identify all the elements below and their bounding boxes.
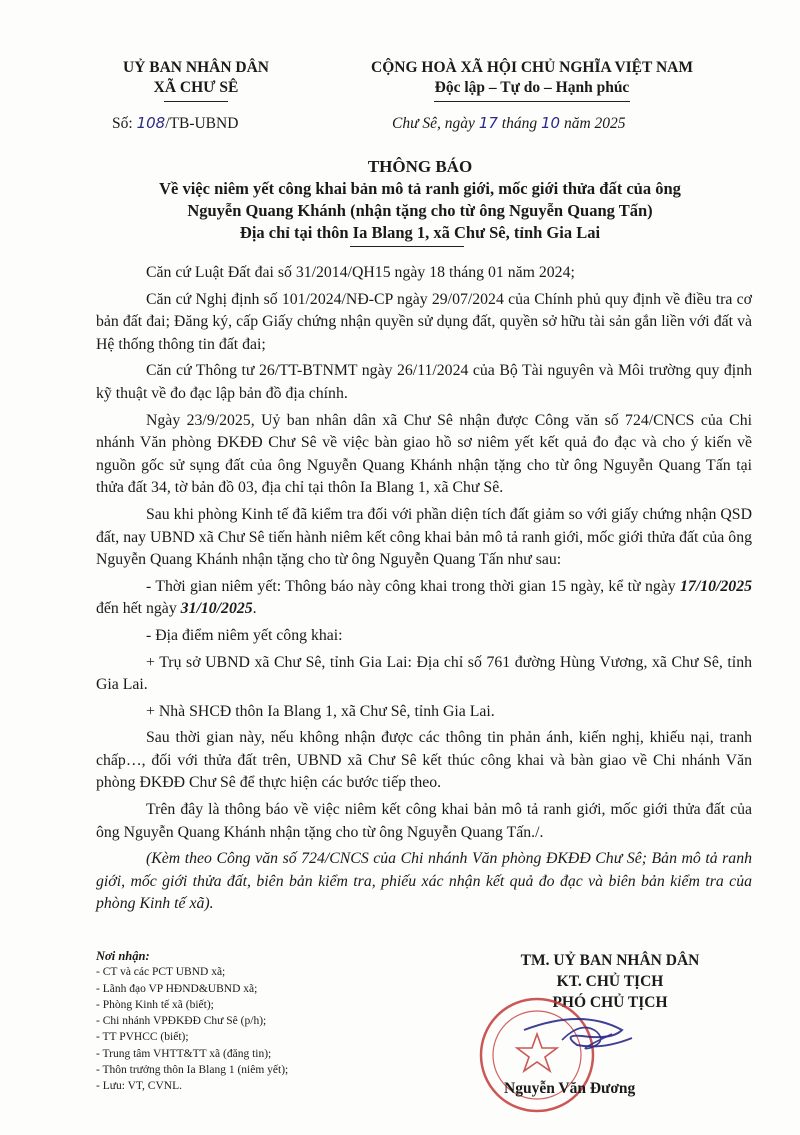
title-subject-1: Về việc niêm yết công khai bản mô tả ranh giới, mốc giới thửa đất của ông	[159, 179, 681, 198]
recipient-item: - TT PVHCC (biết);	[96, 1031, 189, 1044]
official-stamp-icon	[462, 990, 652, 1120]
title-subject-3: Địa chỉ tại thôn Ia Blang 1, xã Chư Sê, tỉnh Gia Lai	[239, 223, 601, 242]
title-block	[80, 156, 760, 244]
agency-commune: XÃ CHƯ SÊ	[153, 79, 239, 96]
date-from: 17/10/2025	[680, 577, 752, 595]
recipient-item: - Chi nhánh VPĐKĐĐ Chư Sê (p/h);	[96, 1015, 267, 1028]
recipient-item: - Thôn trưởng thôn Ia Blang 1 (niêm yết);	[96, 1064, 289, 1077]
paragraph-conclusion: Trên đây là thông báo về việc niêm kết công khai bản mô tả ranh giới, mốc giới thửa đất của ông Nguyễn Quang Khánh nhận tặng cho từ ông Nguyễn Quang Tấn./.	[96, 801, 752, 841]
document-body	[96, 262, 752, 920]
recipient-item: - Phòng Kinh tế xã (biết);	[96, 998, 214, 1011]
paragraph-inspection: Sau khi phòng Kinh tế đã kiểm tra đối với phần diện tích đất giảm so với giấy chứng nhận QSD đất, nay UBND xã Chư Sê tiến hành niêm kết công khai bản mô tả ranh giới, mốc giới thửa đất của ông Nguyễn Quang Khánh nhận tặng cho từ ông Nguyễn Quang Tấn như sau:	[96, 505, 752, 569]
paragraph-legal-basis-1: Căn cứ Luật Đất đai số 31/2014/QH15 ngày 18 tháng 01 năm 2024;	[146, 264, 575, 281]
title-subject-2: Nguyễn Quang Khánh (nhận tặng cho từ ông Nguyễn Quang Tấn)	[187, 201, 653, 220]
document-date: Chư Sê, ngày 17 tháng 10 năm 2025	[392, 114, 626, 132]
recipients-list	[96, 948, 426, 1095]
agency-name: UỶ BAN NHÂN DÂN	[123, 59, 269, 76]
recipient-item: - Lãnh đạo VP HĐND&UBND xã;	[96, 982, 258, 995]
nation-name: CỘNG HOÀ XÃ HỘI CHỦ NGHĨA VIỆT NAM	[371, 59, 693, 76]
recipient-item: - CT và các PCT UBND xã;	[96, 966, 226, 979]
paragraph-legal-basis-3: Căn cứ Thông tư 26/TT-BTNMT ngày 26/11/2024 của Bộ Tài nguyên và Môi trường quy định kỹ thuật về đo đạc lập bản đồ địa chính.	[96, 362, 752, 402]
signature-org: TM. UỶ BAN NHÂN DÂN	[520, 952, 700, 969]
motto-underline	[434, 101, 630, 102]
paragraph-after-period: Sau thời gian này, nếu không nhận được các thông tin phản ánh, kiến nghị, khiếu nại, tranh chấp…, đối với thửa đất trên, UBND xã Chư Sê kết thúc công khai và bàn giao về Chi nhánh Văn phòng ĐKĐĐ Chư Sê để thực hiện các bước tiếp theo.	[96, 729, 752, 792]
paragraph-receipt: Ngày 23/9/2025, Uỷ ban nhân dân xã Chư Sê nhận được Công văn số 724/CNCS của Chi nhánh Văn phòng ĐKĐĐ Chư Sê về việc bàn giao hồ sơ niêm yết kết quả đo đạc và cho ý kiến về nguồn gốc sử sụng đất của ông Nguyễn Quang Khánh nhận tặng cho từ ông Nguyễn Quang Tấn tại thửa đất 34, tờ bản đồ 03, địa chỉ tại thôn Ia Blang 1, xã Chư Sê.	[96, 411, 752, 497]
title-main: THÔNG BÁO	[367, 157, 473, 176]
nation-block	[322, 58, 742, 98]
recipient-item: - Lưu: VT, CVNL.	[96, 1080, 182, 1093]
paragraph-location-1: + Trụ sở UBND xã Chư Sê, tỉnh Gia Lai: Địa chỉ số 761 đường Hùng Vương, xã Chư Sê, tỉnh Gia Lai.	[96, 653, 752, 694]
paragraph-attachments: (Kèm theo Công văn số 724/CNCS của Chi nhánh Văn phòng ĐKĐĐ Chư Sê; Bản mô tả ranh giới, mốc giới thửa đất, biên bản kiểm tra, phiếu xác nhận kết quả đo đạc và biên bản kiểm tra của phòng Kinh tế xã).	[96, 850, 752, 913]
paragraph-posting-period: - Thời gian niêm yết: Thông báo này công khai trong thời gian 15 ngày, kể từ ngày 17/10/2025 đến hết ngày 31/10/2025.	[96, 577, 752, 618]
handwritten-month: 10	[540, 114, 561, 132]
handwritten-number: 108	[136, 114, 166, 132]
paragraph-posting-location: - Địa điểm niêm yết công khai:	[146, 626, 343, 644]
recipient-item: - Trung tâm VHTT&TT xã (đăng tin);	[96, 1047, 272, 1060]
signer-name: Nguyễn Văn Đương	[504, 1080, 636, 1097]
document-number: Số: 108/TB-UBND	[112, 114, 239, 132]
signature-title: PHÓ CHỦ TỊCH	[552, 994, 668, 1011]
signature-delegation: KT. CHỦ TỊCH	[556, 973, 664, 990]
agency-block	[96, 58, 296, 98]
recipients-heading: Nơi nhận:	[96, 949, 150, 963]
title-underline	[350, 246, 464, 247]
nation-motto: Độc lập – Tự do – Hạnh phúc	[434, 79, 630, 96]
agency-underline	[164, 101, 228, 102]
handwritten-day: 17	[478, 114, 498, 132]
date-to: 31/10/2025	[180, 600, 253, 618]
paragraph-legal-basis-2: Căn cứ Nghị định số 101/2024/NĐ-CP ngày 29/07/2024 của Chính phủ quy định về điều tra cơ bản đất đai; Đăng ký, cấp Giấy chứng nhận quyền sử dụng đất, quyền sở hữu tài sản gắn liền với đất và Hệ thống thông tin đất đai;	[96, 290, 752, 353]
paragraph-location-2: + Nhà SHCĐ thôn Ia Blang 1, xã Chư Sê, tỉnh Gia Lai.	[146, 702, 495, 720]
